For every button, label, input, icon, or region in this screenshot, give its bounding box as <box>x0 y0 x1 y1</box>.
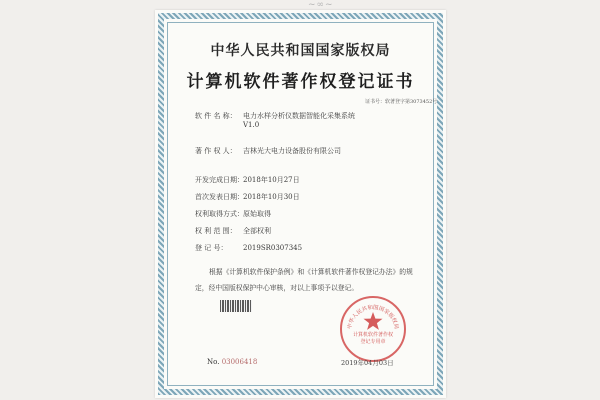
certificate <box>155 10 446 398</box>
completion-date-label: 开发完成日期： <box>195 176 244 184</box>
scope-label: 权 利 范 围： <box>195 227 237 235</box>
seal-ring-text: 中华人民共和国国家版权局 <box>346 304 400 330</box>
software-name-row <box>195 111 355 121</box>
seal-center-line2: 登记专用章 <box>360 339 386 345</box>
serial-value: 03006418 <box>221 358 258 366</box>
registration-number: 2019SR0307345 <box>243 244 303 252</box>
serial-number <box>207 358 257 366</box>
scope-row <box>195 226 271 236</box>
statement-text: 根据《计算机软件保护条例》和《计算机软件著作权登记办法》的规定，经中国版权保护中心审核，对以上事项予以登记。 <box>195 268 413 292</box>
publish-date-label: 首次发表日期： <box>195 193 244 201</box>
publish-date-value: 2018年10月30日 <box>243 193 300 201</box>
acquire-way-value: 原始取得 <box>243 210 271 218</box>
completion-date-value: 2018年10月27日 <box>243 176 300 184</box>
certificate-number: 证书号：软著登字第3073452号 <box>365 99 438 105</box>
seal-center-text <box>342 332 404 346</box>
serial-prefix: No. <box>207 358 220 366</box>
owner-label: 著 作 权 人： <box>195 147 237 155</box>
seal-graphic <box>342 298 404 360</box>
completion-date-row <box>195 175 300 185</box>
barcode <box>220 300 252 312</box>
scope-value: 全部权利 <box>243 227 271 235</box>
publish-date-row <box>195 192 300 202</box>
acquire-way-label: 权利取得方式： <box>195 210 244 218</box>
seal-star-icon <box>364 312 383 330</box>
corner-mark: ~∞~ <box>308 0 334 10</box>
issuer-title: 中华人民共和国国家版权局 <box>210 43 391 59</box>
owner-row <box>195 146 341 156</box>
issue-date: 2019年04月03日 <box>341 359 394 367</box>
software-version: V1.0 <box>243 121 260 129</box>
official-seal <box>340 296 406 362</box>
registration-row <box>195 243 302 253</box>
registration-label: 登 记 号： <box>195 244 228 252</box>
acquire-way-row <box>195 209 271 219</box>
software-name-value: 电力水样分析仪数据智能化采集系统 <box>243 112 355 120</box>
seal-center-line1: 计算机软件著作权 <box>352 332 393 338</box>
software-name-label: 软 件 名 称： <box>195 112 237 120</box>
certificate-title: 计算机软件著作权登记证书 <box>186 72 415 92</box>
owner-value: 吉林光大电力设备股份有限公司 <box>243 147 341 155</box>
